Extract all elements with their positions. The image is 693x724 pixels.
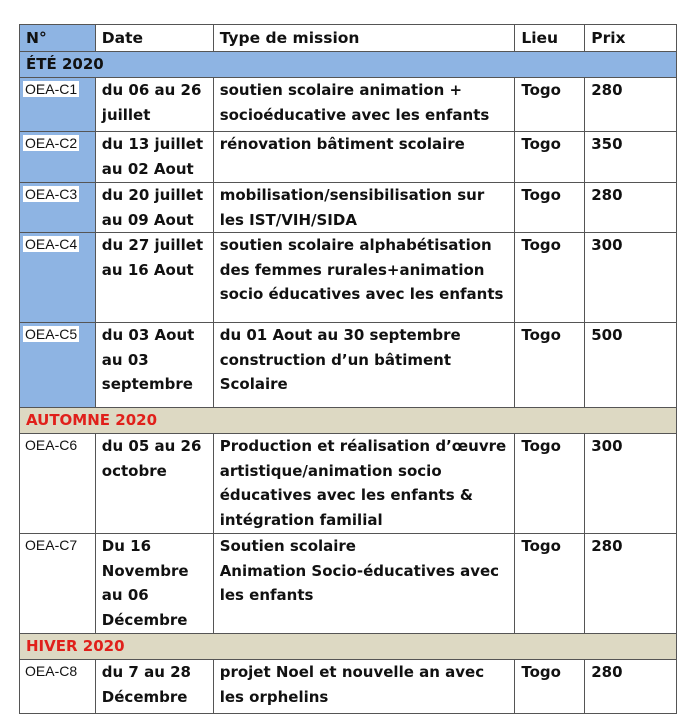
cell-type: du 01 Aout au 30 septembre construction d’un bâtiment Scolaire bbox=[213, 323, 515, 408]
cell-lieu: Togo bbox=[515, 660, 585, 714]
cell-type: mobilisation/sensibilisation sur les IST/VIH/SIDA bbox=[213, 183, 515, 233]
season-label: ÉTÉ 2020 bbox=[20, 52, 677, 78]
table-row bbox=[20, 78, 677, 132]
header-date: Date bbox=[95, 25, 213, 52]
cell-prix: 300 bbox=[585, 233, 677, 323]
cell-type: Soutien scolaire Animation Socio-éducatives avec les enfants bbox=[213, 534, 515, 634]
cell-lieu: Togo bbox=[515, 183, 585, 233]
cell-date: du 7 au 28 Décembre bbox=[95, 660, 213, 714]
table-row bbox=[20, 660, 677, 714]
cell-no: OEA-C5 bbox=[20, 323, 96, 408]
cell-date: du 20 juillet au 09 Aout bbox=[95, 183, 213, 233]
cell-no: OEA-C8 bbox=[20, 660, 96, 714]
season-label: AUTOMNE 2020 bbox=[20, 408, 677, 434]
cell-no: OEA-C2 bbox=[20, 132, 96, 183]
cell-no: OEA-C6 bbox=[20, 434, 96, 534]
cell-type: projet Noel et nouvelle an avec les orphelins bbox=[213, 660, 515, 714]
cell-date: du 27 juillet au 16 Aout bbox=[95, 233, 213, 323]
table-row bbox=[20, 233, 677, 323]
table-row bbox=[20, 323, 677, 408]
cell-date: du 05 au 26 octobre bbox=[95, 434, 213, 534]
cell-prix: 280 bbox=[585, 183, 677, 233]
cell-prix: 280 bbox=[585, 660, 677, 714]
cell-type: Production et réalisation d’œuvre artistique/animation socio éducatives avec les enfants & intégration familial bbox=[213, 434, 515, 534]
season-band-automne bbox=[20, 408, 677, 434]
header-type: Type de mission bbox=[213, 25, 515, 52]
table-row bbox=[20, 132, 677, 183]
cell-date: Du 16 Novembre au 06 Décembre bbox=[95, 534, 213, 634]
missions-table bbox=[19, 24, 677, 714]
cell-prix: 280 bbox=[585, 78, 677, 132]
season-band-ete bbox=[20, 52, 677, 78]
cell-lieu: Togo bbox=[515, 323, 585, 408]
header-no: N° bbox=[20, 25, 96, 52]
cell-lieu: Togo bbox=[515, 78, 585, 132]
cell-lieu: Togo bbox=[515, 233, 585, 323]
season-band-hiver bbox=[20, 634, 677, 660]
header-lieu: Lieu bbox=[515, 25, 585, 52]
table-row bbox=[20, 183, 677, 233]
cell-no: OEA-C3 bbox=[20, 183, 96, 233]
table-row bbox=[20, 434, 677, 534]
cell-prix: 280 bbox=[585, 534, 677, 634]
cell-date: du 03 Aout au 03 septembre bbox=[95, 323, 213, 408]
cell-lieu: Togo bbox=[515, 132, 585, 183]
header-row bbox=[20, 25, 677, 52]
cell-type: soutien scolaire animation + socioéducative avec les enfants bbox=[213, 78, 515, 132]
cell-date: du 13 juillet au 02 Aout bbox=[95, 132, 213, 183]
table-row bbox=[20, 534, 677, 634]
header-prix: Prix bbox=[585, 25, 677, 52]
cell-type: rénovation bâtiment scolaire bbox=[213, 132, 515, 183]
cell-prix: 350 bbox=[585, 132, 677, 183]
cell-date: du 06 au 26 juillet bbox=[95, 78, 213, 132]
cell-prix: 500 bbox=[585, 323, 677, 408]
cell-no: OEA-C1 bbox=[20, 78, 96, 132]
cell-lieu: Togo bbox=[515, 434, 585, 534]
season-label: HIVER 2020 bbox=[20, 634, 677, 660]
cell-no: OEA-C4 bbox=[20, 233, 96, 323]
cell-type: soutien scolaire alphabétisation des femmes rurales+animation socio éducatives avec les enfants bbox=[213, 233, 515, 323]
cell-no: OEA-C7 bbox=[20, 534, 96, 634]
cell-lieu: Togo bbox=[515, 534, 585, 634]
cell-prix: 300 bbox=[585, 434, 677, 534]
